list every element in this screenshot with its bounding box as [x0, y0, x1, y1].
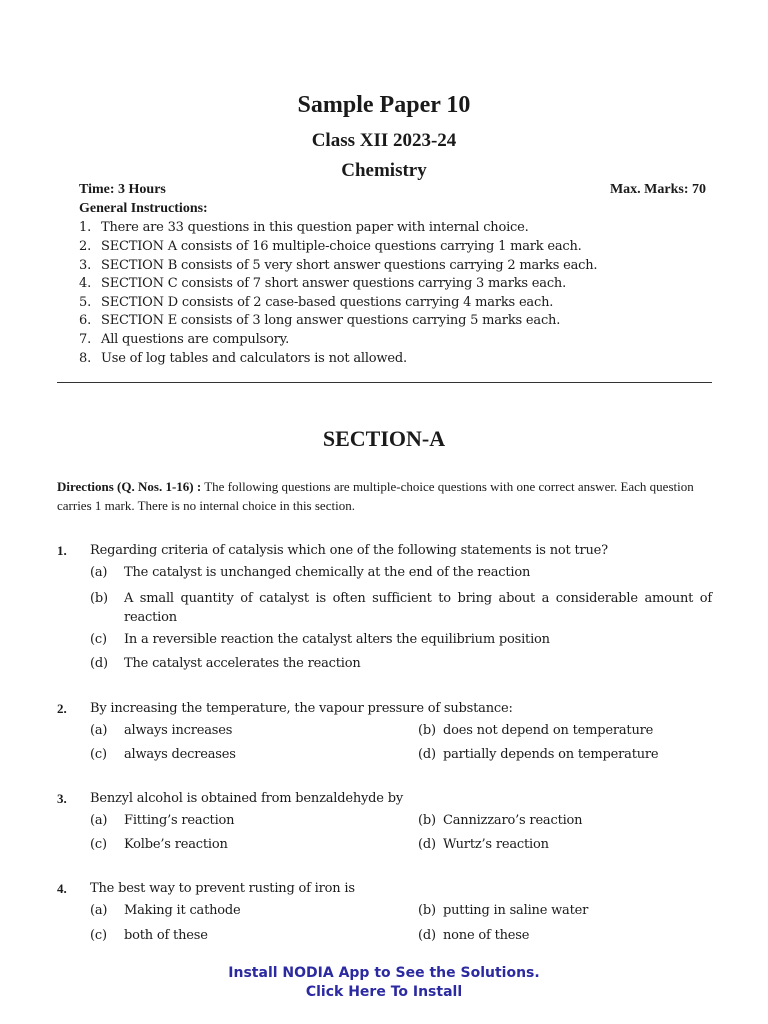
instruction-number: 2. — [79, 239, 92, 254]
instruction-number: 1. — [79, 220, 92, 235]
instruction-item — [79, 350, 719, 368]
instruction-item — [79, 257, 719, 275]
instruction-number: 4. — [79, 276, 92, 291]
max-marks-label: Max. Marks: 70 — [609, 182, 706, 197]
question-number: 4. — [57, 881, 67, 896]
instruction-item — [79, 238, 719, 256]
option-text: Making it cathode — [124, 903, 241, 918]
install-line-1[interactable]: Install NODIA App to See the Solutions. — [228, 965, 540, 981]
option-label: (c) — [90, 632, 107, 647]
instruction-item — [79, 219, 719, 237]
question-number: 2. — [57, 701, 67, 716]
option-text: Kolbe’s reaction — [124, 837, 228, 852]
option-text: none of these — [443, 928, 530, 943]
option — [90, 723, 232, 738]
instruction-number: 3. — [79, 258, 92, 273]
option — [418, 837, 549, 852]
option-text: A small quantity of catalyst is often sufficient to bring about a considerable amount of reaction — [124, 591, 712, 625]
option-text: always increases — [124, 723, 233, 738]
time-label: Time: 3 Hours — [79, 182, 166, 197]
option-label: (a) — [90, 903, 108, 918]
option-text: does not depend on temperature — [443, 723, 654, 738]
option — [90, 813, 234, 828]
option — [418, 747, 658, 762]
option-text: putting in saline water — [443, 903, 589, 918]
instruction-text: Use of log tables and calculators is not allowed. — [101, 351, 407, 366]
option-label: (c) — [90, 747, 107, 762]
option-label: (b) — [418, 903, 436, 918]
option — [418, 903, 588, 918]
paper-title: Sample Paper 10 — [297, 92, 471, 118]
option — [90, 565, 530, 580]
option — [90, 837, 228, 852]
option-label: (b) — [418, 813, 436, 828]
option — [90, 928, 208, 943]
option-text: partially depends on temperature — [443, 747, 659, 762]
subject-title: Chemistry — [341, 160, 427, 181]
option-label: (b) — [418, 723, 436, 738]
option-text: both of these — [124, 928, 208, 943]
install-line-2[interactable]: Click Here To Install — [305, 984, 463, 1000]
option-text: Fitting’s reaction — [124, 813, 235, 828]
question-text: By increasing the temperature, the vapour pressure of substance: — [90, 701, 513, 716]
directions-label: Directions (Q. Nos. 1-16) : — [57, 479, 202, 494]
option-label: (c) — [90, 928, 107, 943]
option-text: The catalyst is unchanged chemically at the end of the reaction — [124, 565, 531, 580]
option-text: always decreases — [124, 747, 236, 762]
option-label: (d) — [418, 928, 436, 943]
option-text: In a reversible reaction the catalyst alters the equilibrium position — [124, 632, 550, 647]
option-label: (c) — [90, 837, 107, 852]
instruction-number: 5. — [79, 295, 92, 310]
option — [90, 656, 361, 671]
option-text: Cannizzaro’s reaction — [443, 813, 583, 828]
option — [418, 928, 529, 943]
option-label: (a) — [90, 813, 108, 828]
instruction-item — [79, 294, 719, 312]
instructions-heading: General Instructions: — [79, 201, 208, 216]
install-app-link[interactable] — [0, 964, 768, 1002]
question-text: Regarding criteria of catalysis which one of the following statements is not true? — [90, 543, 608, 558]
option — [90, 589, 712, 627]
instruction-text: All questions are compulsory. — [101, 332, 290, 347]
option — [90, 747, 236, 762]
directions-text: The following questions are multiple-choice questions with one correct answer. Each question carries 1 mark. There is no internal choice in this section. — [57, 479, 694, 513]
instruction-text: SECTION A consists of 16 multiple-choice questions carrying 1 mark each. — [101, 239, 582, 254]
instruction-item — [79, 312, 719, 330]
option — [90, 903, 241, 918]
option — [418, 723, 653, 738]
directions — [57, 477, 717, 515]
instruction-number: 6. — [79, 313, 92, 328]
option — [90, 632, 550, 647]
option-label: (b) — [90, 591, 108, 606]
instruction-item — [79, 331, 719, 349]
instruction-text: SECTION E consists of 3 long answer questions carrying 5 marks each. — [101, 313, 561, 328]
instruction-item — [79, 275, 719, 293]
question-number: 1. — [57, 543, 67, 558]
question-text: Benzyl alcohol is obtained from benzaldehyde by — [90, 791, 403, 806]
divider — [57, 382, 712, 383]
class-title: Class XII 2023-24 — [311, 130, 457, 151]
question-number: 3. — [57, 791, 67, 806]
option-label: (d) — [418, 837, 436, 852]
option-text: The catalyst accelerates the reaction — [124, 656, 361, 671]
instruction-text: SECTION C consists of 7 short answer questions carrying 3 marks each. — [101, 276, 567, 291]
instruction-number: 7. — [79, 332, 92, 347]
question-text: The best way to prevent rusting of iron is — [90, 881, 355, 896]
option-label: (d) — [90, 656, 108, 671]
instruction-text: SECTION B consists of 5 very short answer questions carrying 2 marks each. — [101, 258, 598, 273]
option-label: (a) — [90, 723, 108, 738]
section-title: SECTION-A — [322, 426, 446, 451]
option-label: (d) — [418, 747, 436, 762]
instruction-text: There are 33 questions in this question paper with internal choice. — [101, 220, 529, 235]
option-text: Wurtz’s reaction — [443, 837, 549, 852]
option — [418, 813, 582, 828]
instruction-number: 8. — [79, 351, 92, 366]
instruction-text: SECTION D consists of 2 case-based questions carrying 4 marks each. — [101, 295, 554, 310]
option-label: (a) — [90, 565, 108, 580]
